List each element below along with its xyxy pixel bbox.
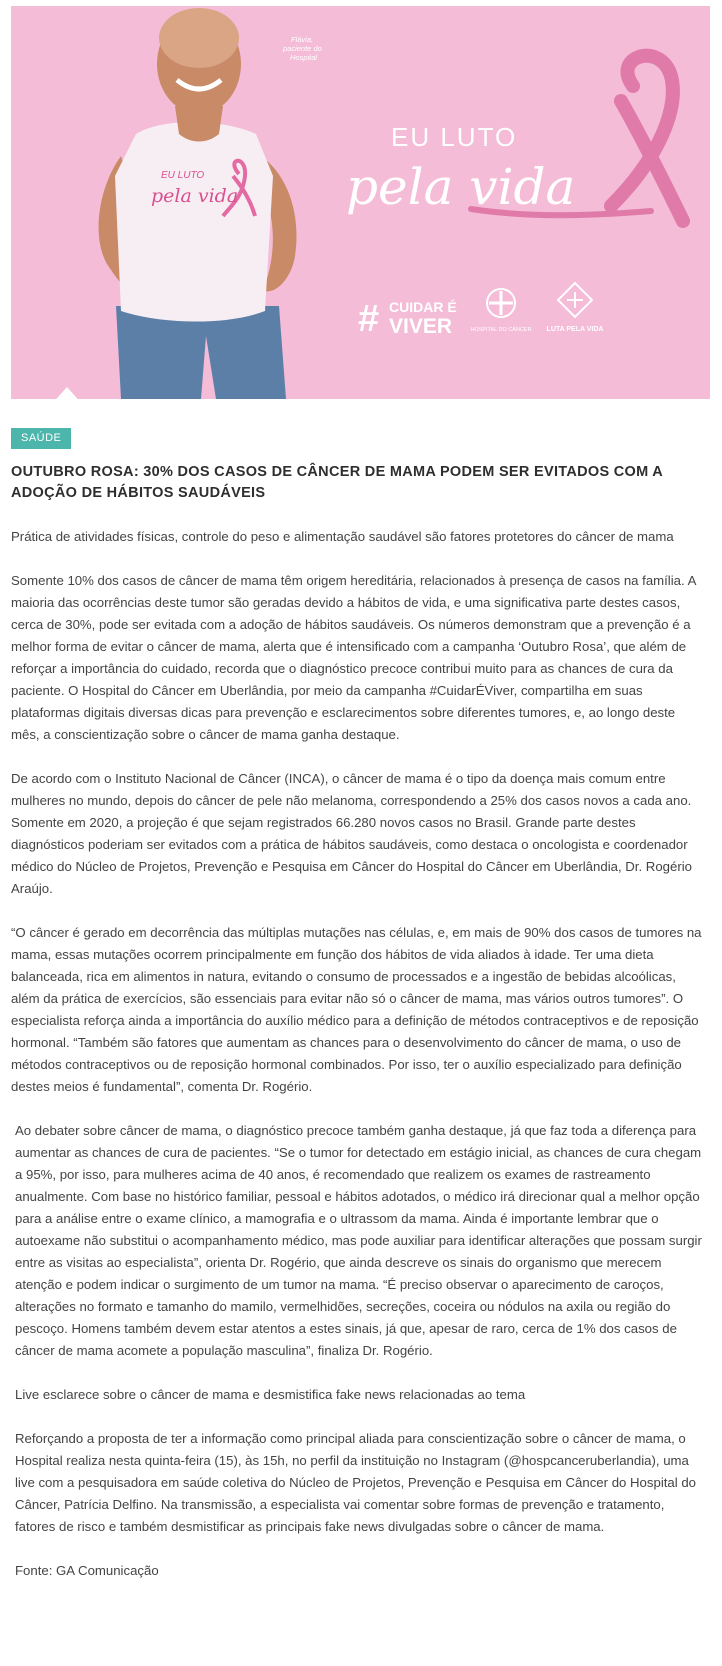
- hero-notch: [51, 387, 83, 399]
- logo-2-label: LUTA PELA VIDA: [546, 326, 604, 333]
- article-paragraph: Ao debater sobre câncer de mama, o diagnóstico precoce também ganha destaque, já que faz toda a diferença para aumentar as chances de cura de pacientes. “Se o tumor for detectado em estágio inicial, as chances de cura chegam a 95%, por isso, para mulheres acima de 40 anos, é recomendado que realizem os exames de rastreamento anualmente. Com base no histórico familiar, pessoal e hábitos adotados, o médico irá direcionar qual a melhor opção para a análise entre o exame clínico, a mamografia e o ultrassom da mama. Ainda é importante lembrar que o autoexame não substitui o acompanhamento médico, mas pode auxiliar para identificar alterações que possam surgir entre as visitas ao especialista”, orienta Dr. Rogério, que ainda descreve os sinais do organismo que merecem atenção e podem indicar o surgimento de um tumor na mama. “É preciso observar o aparecimento de caroços, alterações no formato e tamanho do mamilo, vermelhidões, secreções, coceira ou nódulos na axila ou região do pescoço. Homens também devem estar atentos a estes sinais, já que, apesar de raro, cerca de 1% dos casos de câncer de mama acomete a população masculina”, finaliza Dr. Rogério.: [15, 1123, 702, 1358]
- article-paragraph: Reforçando a proposta de ter a informação como principal aliada para conscientização sobre o câncer de mama, o Hospital realiza nesta quinta-feira (15), às 15h, no perfil da instituição no Instagram (@hospcanceruberlandia), uma live com a pesquisadora em saúde coletiva do Núcleo de Projetos, Prevenção e Pesquisa em Câncer do Hospital do Câncer, Patrícia Delfino. Na transmissão, a especialista vai comentar sobre formas de prevenção e tratamento, fatores de risco e também desmistificar as principais fake news divulgadas sobre o câncer de mama.: [15, 1431, 697, 1534]
- logo-1-label: HOSPITAL DO CÂNCER: [470, 327, 532, 333]
- campaign-banner: [11, 6, 710, 399]
- headline-line-1: EU LUTO: [391, 122, 518, 152]
- article-body: [11, 526, 706, 1604]
- hero-image: [11, 6, 710, 399]
- article-subheading: Live esclarece sobre o câncer de mama e desmistifica fake news relacionadas ao tema: [15, 1387, 526, 1402]
- hero-caption-line-1: Flávia,: [291, 35, 314, 44]
- article-source: Fonte: GA Comunicação: [15, 1563, 159, 1578]
- hero-caption-line-3: Hospital: [290, 53, 318, 62]
- category-badge[interactable]: SAÚDE: [11, 428, 71, 449]
- hero-caption-line-2: paciente do: [283, 44, 322, 53]
- hashtag-line-2: VIVER: [389, 315, 453, 338]
- shirt-text-line-2: pela vida: [151, 185, 239, 207]
- shirt-text-line-1: EU LUTO: [161, 170, 205, 181]
- article-title: OUTUBRO ROSA: 30% DOS CASOS DE CÂNCER DE MAMA PODEM SER EVITADOS COM A ADOÇÃO DE HÁBITOS SAUDÁVEIS: [11, 464, 663, 501]
- article-paragraph: De acordo com o Instituto Nacional de Câncer (INCA), o câncer de mama é o tipo da doença mais comum entre mulheres no mundo, depois do câncer de pele não melanoma, correspondendo a 25% dos casos novos a cada ano. Somente em 2020, a projeção é que sejam registrados 66.280 novos casos no Brasil. Grande parte destes diagnósticos poderiam ser evitados com a prática de hábitos saudáveis, como destaca o oncologista e coordenador médico do Núcleo de Projetos, Prevenção e Pesquisa em Câncer do Hospital do Câncer em Uberlândia, Dr. Rogério Araújo.: [11, 771, 692, 896]
- article-paragraph: Somente 10% dos casos de câncer de mama têm origem hereditária, relacionados à presença de casos na família. A maioria das ocorrências deste tumor são geradas devido a hábitos de vida, e uma significativa parte destes casos, cerca de 30%, pode ser evitada com a adoção de hábitos saudáveis. Os números demonstram que a prevenção é a melhor forma de evitar o câncer de mama, alerta que é intensificado com a campanha ‘Outubro Rosa’, que além de reforçar a importância do cuidado, recorda que o diagnóstico precoce contribui muito para as chances de cura da paciente. O Hospital do Câncer em Uberlândia, por meio da campanha #CuidarÉViver, compartilha em suas plataformas digitais diversas dicas para prevenção e esclarecimentos sobre diferentes tumores, e, ao longo deste mês, a conscientização sobre o câncer de mama ganha destaque.: [11, 573, 696, 742]
- hashtag-line-1: CUIDAR É: [389, 299, 457, 315]
- headline-line-2: pela vida: [346, 158, 576, 216]
- hashtag-symbol: #: [358, 298, 380, 340]
- article-subtitle: Prática de atividades físicas, controle do peso e alimentação saudável são fatores protetores do câncer de mama: [11, 529, 674, 544]
- article-paragraph: “O câncer é gerado em decorrência das múltiplas mutações nas células, e, em mais de 90% dos casos de tumores na mama, essas mutações ocorrem principalmente em função dos hábitos de vida aliados à idade. Ter uma dieta balanceada, rica em alimentos in natura, evitando o consumo de processados e a ingestão de bebidas alcoólicas, além da prática de exercícios, são essenciais para evitar não só o câncer de mama, mas vários outros tumores”. O especialista reforça ainda a importância do auxílio médico para a definição de métodos contraceptivos e de reposição hormonal. “Também são fatores que aumentam as chances para o desenvolvimento do câncer de mama, o uso de métodos contraceptivos ou de reposição hormonal combinados. Por isso, ter o auxílio especializado para definição destes meios é fundamental”, comenta Dr. Rogério.: [11, 925, 702, 1094]
